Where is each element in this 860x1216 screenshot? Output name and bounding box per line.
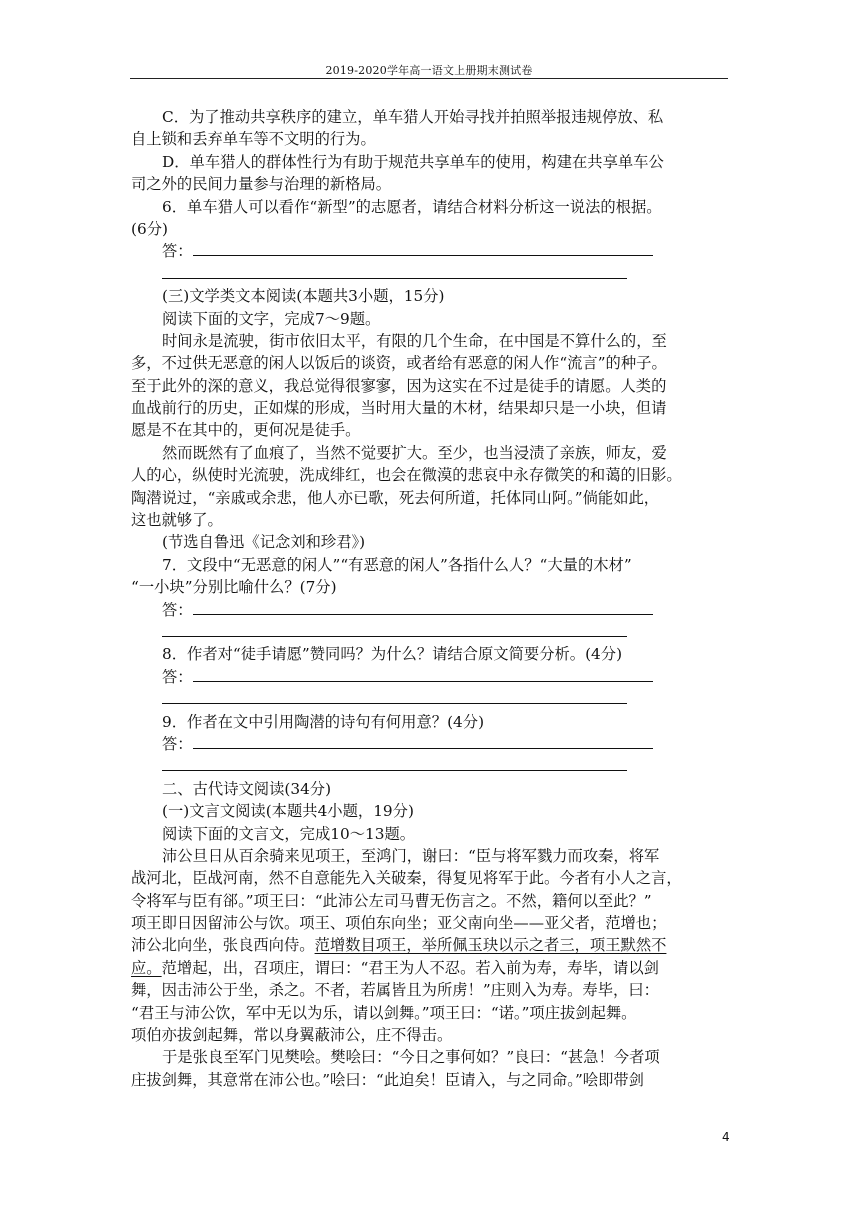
reading-instruction: 阅读下面的文字，完成7～9题。 [162, 309, 381, 328]
answer-line-q9 [162, 733, 730, 755]
answer-blank[interactable] [162, 263, 627, 279]
page-header: 2019-2020学年高一语文上册期末测试卷 [325, 64, 533, 77]
question-7-line-2: “一小块”分别比喻什么？(7分) [131, 578, 337, 597]
passage-line: 项伯亦拔剑起舞，常以身翼蔽沛公，庄不得击。 [131, 1026, 453, 1045]
page-number: 4 [722, 1130, 730, 1144]
passage-line: “君王与沛公饮，军中无以为乐，请以剑舞。”项王曰：“诺。”项庄拔剑起舞。 [131, 1003, 637, 1022]
passage-line: 然而既然有了血痕了，当然不觉要扩大。至少，也当浸渍了亲族，师友，爱 [162, 443, 667, 462]
option-d-line-1: D．单车猎人的群体性行为有助于规范共享单车的使用，构建在共享单车公 [162, 152, 664, 171]
passage-line: 人的心，纵使时光流驶，洗成绯红，也会在微漠的悲哀中永存微笑的和蔼的旧影。 [131, 466, 682, 485]
section-heading-literary: (三)文学类文本阅读(本题共3小题，15分) [162, 287, 445, 306]
passage-line [131, 957, 730, 979]
answer-blank[interactable] [193, 240, 653, 256]
passage-line: 时间永是流驶，街市依旧太平，有限的几个生命，在中国是不算什么的，至 [162, 331, 667, 350]
answer-blank[interactable] [193, 599, 653, 615]
option-d-line-2: 司之外的民间力量参与治理的新格局。 [131, 175, 392, 194]
document-body [131, 106, 730, 1091]
passage-line: 舞，因击沛公于坐，杀之。不者，若属皆且为所虏！”庄则入为寿。寿毕，曰： [131, 981, 659, 1000]
answer-blank[interactable] [193, 733, 653, 749]
passage-line: 这也就够了。 [131, 511, 223, 530]
answer-line-q8 [162, 666, 730, 688]
passage-line: 令将军与臣有郤。”项王曰：“此沛公左司马曹无伤言之。不然，籍何以至此？” [131, 891, 652, 910]
section-heading-classical: 二、古代诗文阅读(34分) [162, 779, 332, 798]
passage-source: (节选自鲁迅《记念刘和珍君》) [162, 533, 366, 552]
question-8: 8．作者对“徒手请愿”赞同吗？为什么？请结合原文简要分析。(4分) [162, 645, 623, 664]
answer-line-q9-cont [162, 755, 730, 777]
answer-blank[interactable] [162, 621, 627, 637]
passage-text: 沛公北向坐，张良西向侍。 [131, 936, 315, 955]
passage-line: 沛公旦日从百余骑来见项王，至鸿门，谢曰：“臣与将军戮力而攻秦，将军 [162, 846, 660, 865]
question-9: 9．作者在文中引用陶潜的诗句有何用意？(4分) [162, 712, 485, 731]
answer-blank[interactable] [162, 755, 627, 771]
subsection-heading: (一)文言文阅读(本题共4小题，19分) [162, 802, 414, 821]
answer-blank[interactable] [193, 666, 653, 682]
passage-line: 于是张良至军门见樊哙。樊哙曰：“今日之事何如？”良曰：“甚急！今者项 [162, 1048, 660, 1067]
passage-line [131, 934, 730, 956]
passage-line: 愿是不在其中的，更何况是徒手。 [131, 421, 361, 440]
answer-label: 答： [162, 667, 193, 686]
passage-line: 庄拔剑舞，其意常在沛公也。”哙曰：“此迫矣！臣请入，与之同命。”哙即带剑 [131, 1070, 644, 1089]
option-c-line-2: 自上锁和丢弃单车等不文明的行为。 [131, 130, 376, 149]
passage-line: 战河北，臣战河南，然不自意能先入关破秦，得复见将军于此。今者有小人之言， [131, 869, 682, 888]
answer-label: 答： [162, 242, 193, 261]
answer-label: 答： [162, 600, 193, 619]
answer-line-q7 [162, 599, 730, 621]
question-7-line-1: 7．文段中“无恶意的闲人”“有恶意的闲人”各指什么人？“大量的木材” [162, 555, 632, 574]
passage-line: 项王即日因留沛公与饮。项王、项伯东向坐；亚父南向坐——亚父者，范增也； [131, 914, 667, 933]
passage-line: 血战前行的历史，正如煤的形成，当时用大量的木材，结果却只是一小块，但请 [131, 399, 667, 418]
passage-text: 范增起，出，召项庄，谓曰：“君王为人不忍。若入前为寿，寿毕，请以剑 [161, 958, 659, 977]
answer-label: 答： [162, 734, 193, 753]
passage-line: 陶潜说过，“亲戚或余悲，他人亦已歌，死去何所道，托体同山阿。”倘能如此， [131, 488, 660, 507]
passage-line: 多，不过供无恶意的闲人以饭后的谈资，或者给有恶意的闲人作“流言”的种子。 [131, 354, 667, 373]
answer-blank[interactable] [162, 688, 627, 704]
passage-line: 至于此外的深的意义，我总觉得很寥寥，因为这实在不过是徒手的请愿。人类的 [131, 376, 667, 395]
underlined-sentence: 范增数目项王，举所佩玉玦以示之者三，项王默然不 [314, 936, 667, 955]
answer-line-q8-cont [162, 688, 730, 710]
answer-line-q6 [162, 240, 730, 262]
reading-instruction: 阅读下面的文言文，完成10～13题。 [162, 824, 416, 843]
option-c-line-1: C．为了推动共享秩序的建立，单车猎人开始寻找并拍照举报违规停放、私 [162, 108, 664, 126]
question-6-line-1: 6．单车猎人可以看作“新型”的志愿者，请结合材料分析这一说法的根据。 [162, 197, 662, 216]
question-6-score: (6分) [131, 219, 168, 238]
answer-line-q7-cont [162, 621, 730, 643]
answer-line-q6-cont [162, 263, 730, 285]
header-divider [130, 78, 728, 79]
underlined-sentence: 应。 [131, 958, 162, 977]
